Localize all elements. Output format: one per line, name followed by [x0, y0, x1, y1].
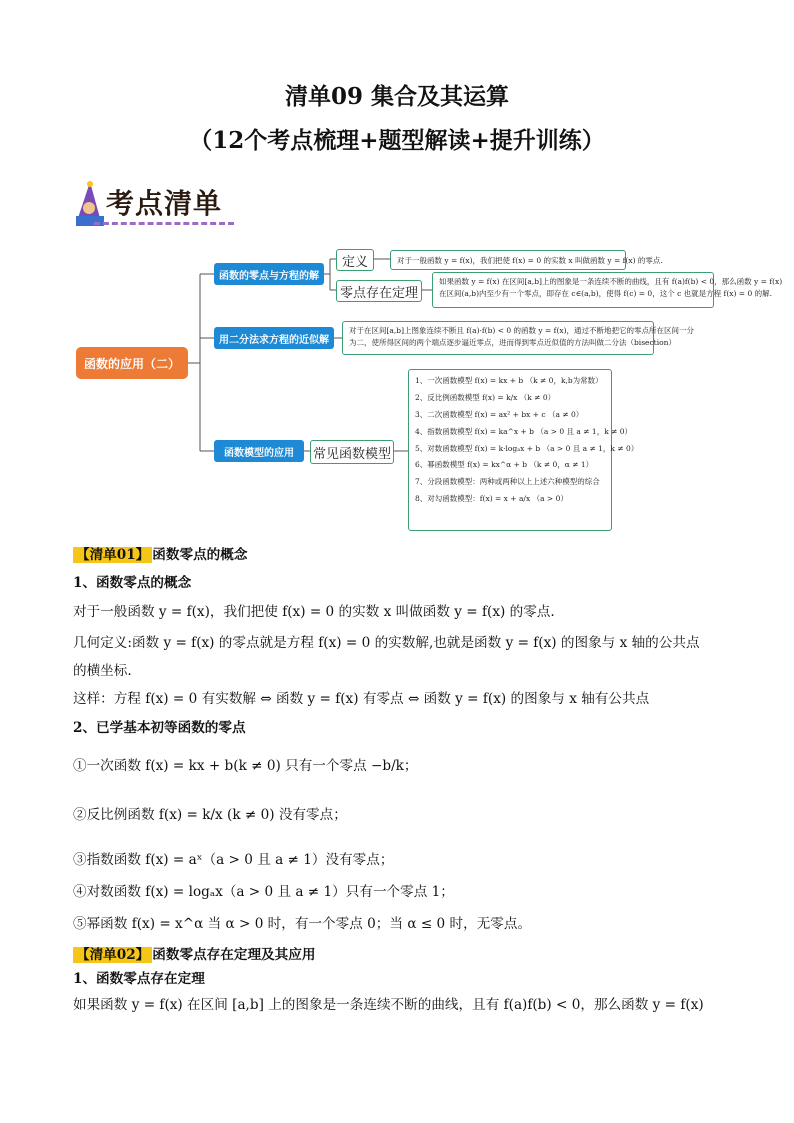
logo-text: 考点清单	[106, 187, 223, 220]
section-badge-01: 【清单01】	[73, 547, 152, 563]
model-item: 7、分段函数模型：两种或两种以上上述六种模型的综合	[415, 477, 600, 487]
heading-3: 1、函数零点存在定理	[73, 971, 205, 987]
model-item: 1、一次函数模型 f(x) = kx + b （k ≠ 0，k,b为常数）	[415, 376, 603, 385]
label-theorem: 零点存在定理	[336, 280, 422, 302]
paragraph-definition: 对于一般函数 y = f(x)，我们把使 f(x) = 0 的实数 x 叫做函数 y = f(x) 的零点.	[73, 604, 555, 620]
zero-linear: ①一次函数 f(x) = kx + b(k ≠ 0) 只有一个零点 −b/k；	[73, 758, 418, 774]
zero-exponential: ③指数函数 f(x) = aˣ（a > 0 且 a ≠ 1）没有零点；	[73, 852, 394, 868]
label-common-models: 常见函数模型	[310, 440, 394, 464]
zero-reciprocal: ②反比例函数 f(x) = k/x (k ≠ 0) 没有零点；	[73, 807, 347, 823]
branch-bisection: 用二分法求方程的近似解	[214, 327, 334, 349]
zero-power: ⑤幂函数 f(x) = x^α 当 α > 0 时，有一个零点 0；当 α ≤ 0 时，无零点。	[73, 916, 532, 932]
paragraph-theorem: 如果函数 y = f(x) 在区间 [a,b] 上的图象是一条连续不断的曲线，且有 f(a)f(b) < 0，那么函数 y = f(x)	[73, 997, 704, 1013]
page-subtitle: （12个考点梳理+题型解读+提升训练）	[189, 127, 605, 154]
page-title: 清单09 集合及其运算	[284, 83, 509, 110]
heading-1: 1、函数零点的概念	[73, 575, 192, 591]
theorem-line-2: 在区间(a,b)内至少有一个零点，即存在 c∈(a,b)，使得 f(c) = 0，这个 c 也就是方程 f(x) = 0 的解.	[439, 289, 772, 298]
mindmap-root: 函数的应用（二）	[76, 347, 188, 379]
paragraph-equivalence: 这样：方程 f(x) = 0 有实数解 ⇔ 函数 y = f(x) 有零点 ⇔ 函数 y = f(x) 的图象与 x 轴有公共点	[73, 691, 650, 707]
zero-logarithmic: ④对数函数 f(x) = logₐx（a > 0 且 a ≠ 1）只有一个零点 1；	[73, 884, 454, 900]
section-title-02: 函数零点存在定理及其应用	[152, 947, 316, 963]
model-item: 2、反比例函数模型 f(x) = k/x （k ≠ 0）	[415, 392, 556, 402]
theorem-line-1: 如果函数 y = f(x) 在区间[a,b]上的图象是一条连续不断的曲线，且有 f(a)f(b) < 0，那么函数 y = f(x)	[439, 277, 783, 286]
paragraph-geometric-2: 的横坐标.	[73, 663, 132, 679]
model-item: 8、对勾函数模型：f(x) = x + a/x （a > 0）	[415, 494, 568, 504]
paragraph-geometric-1: 几何定义:函数 y = f(x) 的零点就是方程 f(x) = 0 的实数解,也就是函数 y = f(x) 的图象与 x 轴的公共点	[73, 635, 700, 651]
bisection-line-2: 为二，使所得区间的两个端点逐步逼近零点，进而得到零点近似值的方法叫做二分法（bisection）	[349, 338, 676, 347]
branch-zero-point: 函数的零点与方程的解	[214, 263, 324, 285]
section-title-01: 函数零点的概念	[152, 547, 248, 563]
branch-models: 函数模型的应用	[214, 440, 304, 462]
model-item: 3、二次函数模型 f(x) = ax² + bx + c （a ≠ 0）	[415, 409, 584, 419]
document-body	[73, 0, 783, 1123]
model-item: 4、指数函数模型 f(x) = ka^x + b （a > 0 且 a ≠ 1，k ≠ 0）	[415, 426, 633, 436]
model-item: 5、对数函数模型 f(x) = k·logₐx + b （a > 0 且 a ≠ 1，k ≠ 0）	[415, 443, 639, 453]
bisection-line-1: 对于在区间[a,b]上图象连续不断且 f(a)·f(b) < 0 的函数 y = f(x)，通过不断地把它的零点所在区间一分	[349, 326, 695, 335]
label-definition: 定义	[336, 249, 374, 271]
definition-text: 对于一般函数 y = f(x)，我们把使 f(x) = 0 的实数 x 叫做函数 y = f(x) 的零点.	[397, 256, 663, 265]
model-item: 6、幂函数模型 f(x) = kx^α + b （k ≠ 0，α ≠ 1）	[415, 460, 594, 470]
heading-2: 2、已学基本初等函数的零点	[73, 720, 246, 736]
section-badge-02: 【清单02】	[73, 947, 152, 963]
